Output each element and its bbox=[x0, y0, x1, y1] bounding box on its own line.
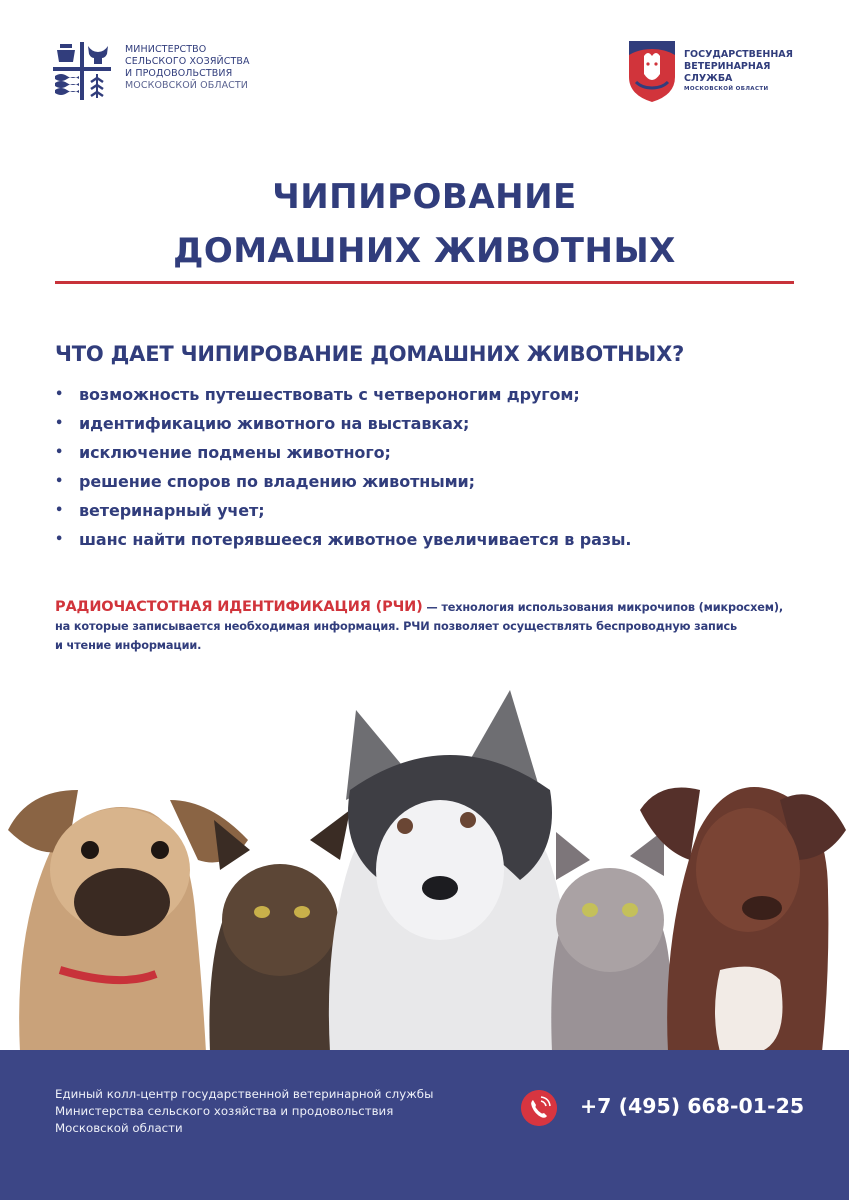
page-title bbox=[0, 170, 849, 278]
phone-icon bbox=[521, 1090, 557, 1126]
bullet-icon: • bbox=[55, 474, 64, 489]
list-item-text: возможность путешествовать с четвероногим другом; bbox=[79, 385, 580, 404]
list-item-text: идентификацию животного на выставках; bbox=[79, 414, 470, 433]
footer-banner bbox=[0, 1050, 849, 1200]
pets-photo bbox=[0, 680, 849, 1052]
call-center-line: Единый колл-центр государственной ветеринарной службы bbox=[55, 1087, 434, 1101]
ministry-name-line: МИНИСТЕРСТВО bbox=[125, 44, 207, 55]
benefits-heading: ЧТО ДАЕТ ЧИПИРОВАНИЕ ДОМАШНИХ ЖИВОТНЫХ? bbox=[55, 342, 685, 366]
page-title-line: ДОМАШНИХ ЖИВОТНЫХ bbox=[173, 231, 676, 271]
list-item bbox=[55, 525, 631, 554]
ministry-region: МОСКОВСКОЙ ОБЛАСТИ bbox=[125, 80, 249, 91]
list-item bbox=[55, 409, 631, 438]
list-item bbox=[55, 438, 631, 467]
ministry-logo bbox=[51, 40, 250, 102]
list-item bbox=[55, 380, 631, 409]
ministry-name-line: СЕЛЬСКОГО ХОЗЯЙСТВА bbox=[125, 56, 250, 67]
list-item bbox=[55, 467, 631, 496]
phone-number[interactable]: +7 (495) 668-01-25 bbox=[580, 1094, 805, 1118]
ministry-emblem-icon bbox=[51, 40, 113, 102]
rfid-definition bbox=[55, 598, 815, 655]
vet-service-name-line: СЛУЖБА bbox=[684, 72, 733, 84]
list-item-text: исключение подмены животного; bbox=[79, 443, 391, 462]
vet-service-region: МОСКОВСКОЙ ОБЛАСТИ bbox=[684, 85, 769, 92]
brown-dog-image bbox=[640, 787, 846, 1052]
vet-service-emblem-icon bbox=[626, 38, 678, 104]
vet-service-name-line: ГОСУДАРСТВЕННАЯ bbox=[684, 48, 793, 60]
grey-cat-image bbox=[551, 830, 671, 1052]
vet-service-logo bbox=[626, 38, 793, 104]
call-center-line: Московской области bbox=[55, 1121, 183, 1135]
bullet-icon: • bbox=[55, 416, 64, 431]
rfid-text: и чтение информации. bbox=[55, 639, 202, 652]
call-center-line: Министерства сельского хозяйства и продовольствия bbox=[55, 1104, 394, 1118]
list-item-text: ветеринарный учет; bbox=[79, 501, 265, 520]
bullet-icon: • bbox=[55, 445, 64, 460]
rfid-text: — технология использования микрочипов (микросхем), bbox=[422, 601, 783, 614]
husky-dog-image bbox=[329, 690, 571, 1052]
bullet-icon: • bbox=[55, 532, 64, 547]
vet-service-name-line: ВЕТЕРИНАРНАЯ bbox=[684, 60, 771, 72]
rfid-term: РАДИОЧАСТОТНАЯ ИДЕНТИФИКАЦИЯ (РЧИ) bbox=[55, 599, 423, 615]
bullet-icon: • bbox=[55, 503, 64, 518]
rfid-text: на которые записывается необходимая информация. РЧИ позволяет осуществлять беспроводную запись bbox=[55, 620, 738, 633]
list-item bbox=[55, 496, 631, 525]
benefits-list bbox=[55, 380, 631, 554]
list-item-text: шанс найти потерявшееся животное увеличивается в разы. bbox=[79, 530, 632, 549]
page-title-line: ЧИПИРОВАНИЕ bbox=[272, 177, 577, 217]
call-center-info bbox=[55, 1086, 433, 1137]
ministry-name-line: И ПРОДОВОЛЬСТВИЯ bbox=[125, 68, 233, 79]
title-divider bbox=[55, 281, 794, 284]
bullet-icon: • bbox=[55, 387, 64, 402]
list-item-text: решение споров по владению животными; bbox=[79, 472, 475, 491]
